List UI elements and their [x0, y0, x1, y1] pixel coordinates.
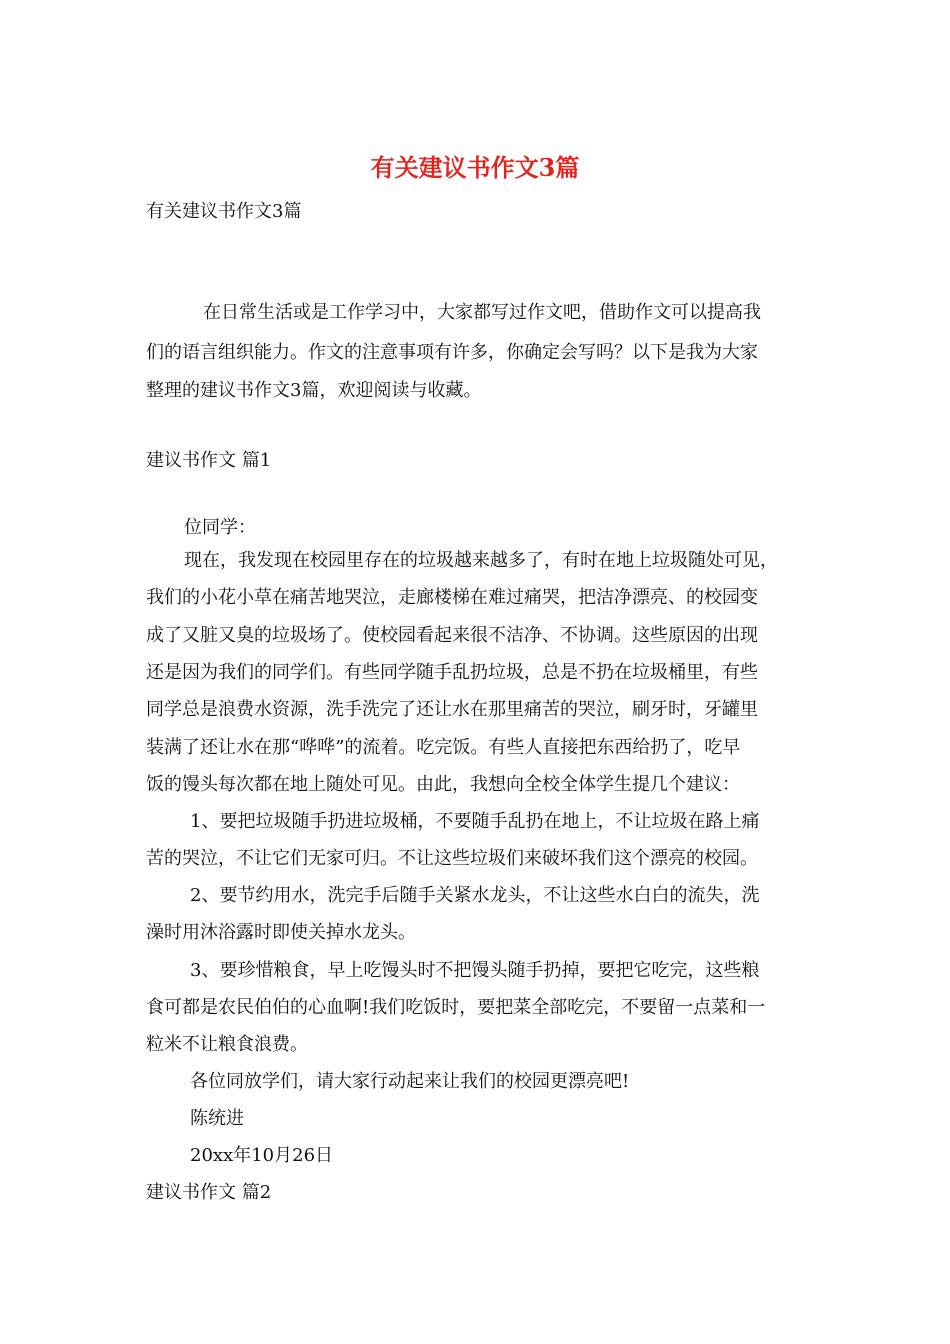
body-line: 还是因为我们的同学们。有些同学随手乱扔垃圾，总是不扔在垃圾桶里，有些 [146, 662, 758, 683]
suggestion-line: 粒米不让粮食浪费。 [146, 1034, 308, 1055]
suggestion-line: 2、要节约用水，洗完手后随手关紧水龙头，不让这些水白白的流失，洗 [190, 885, 760, 906]
suggestion-line: 食可都是农民伯伯的心血啊!我们吃饭时，要把菜全部吃完，不要留一点菜和一 [146, 997, 766, 1018]
document-title: 有关建议书作文3篇 [370, 153, 580, 182]
suggestion-line: 1、要把垃圾随手扔进垃圾桶，不要随手乱扔在地上，不让垃圾在路上痛 [190, 811, 760, 832]
intro-line: 整理的建议书作文3篇，欢迎阅读与收藏。 [146, 380, 482, 401]
intro-line: 在日常生活或是工作学习中，大家都写过作文吧，借助作文可以提高我 [203, 302, 761, 323]
intro-line: 们的语言组织能力。作文的注意事项有许多，你确定会写吗？以下是我为大家 [146, 342, 758, 363]
body-line: 现在，我发现在校园里存在的垃圾越来越多了，有时在地上垃圾随处可见， [184, 550, 778, 571]
document-subtitle: 有关建议书作文3篇 [146, 201, 302, 222]
body-line: 成了又脏又臭的垃圾场了。使校园看起来很不洁净、不协调。这些原因的出现 [146, 625, 758, 646]
section-heading: 建议书作文 篇2 [146, 1182, 272, 1203]
body-line: 我们的小花小草在痛苦地哭泣，走廊楼梯在难过痛哭，把洁净漂亮、的校园变 [146, 587, 758, 608]
suggestion-line: 3、要珍惜粮食，早上吃馒头时不把馒头随手扔掉，要把它吃完，这些粮 [190, 960, 760, 981]
date-line: 20xx年10月26日 [190, 1145, 334, 1166]
section-heading: 建议书作文 篇1 [146, 450, 272, 471]
body-line: 装满了还让水在那“哗哗”的流着。吃完饭。有些人直接把东西给扔了，吃早 [146, 737, 741, 758]
body-line: 同学总是浪费水资源，洗手洗完了还让水在那里痛苦的哭泣，刷牙时，牙罐里 [146, 699, 758, 720]
suggestion-line: 苦的哭泣，不让它们无家可归。不让这些垃圾们来破坏我们这个漂亮的校园。 [146, 848, 758, 869]
suggestion-line: 澡时用沐浴露时即使关掉水龙头。 [146, 922, 416, 943]
body-line: 饭的馒头每次都在地上随处可见。由此，我想向全校全体学生提几个建议： [146, 774, 740, 795]
closing-line: 各位同放学们，请大家行动起来让我们的校园更漂亮吧! [190, 1071, 630, 1092]
signature: 陈统进 [190, 1108, 244, 1129]
salutation: 位同学： [184, 517, 256, 538]
